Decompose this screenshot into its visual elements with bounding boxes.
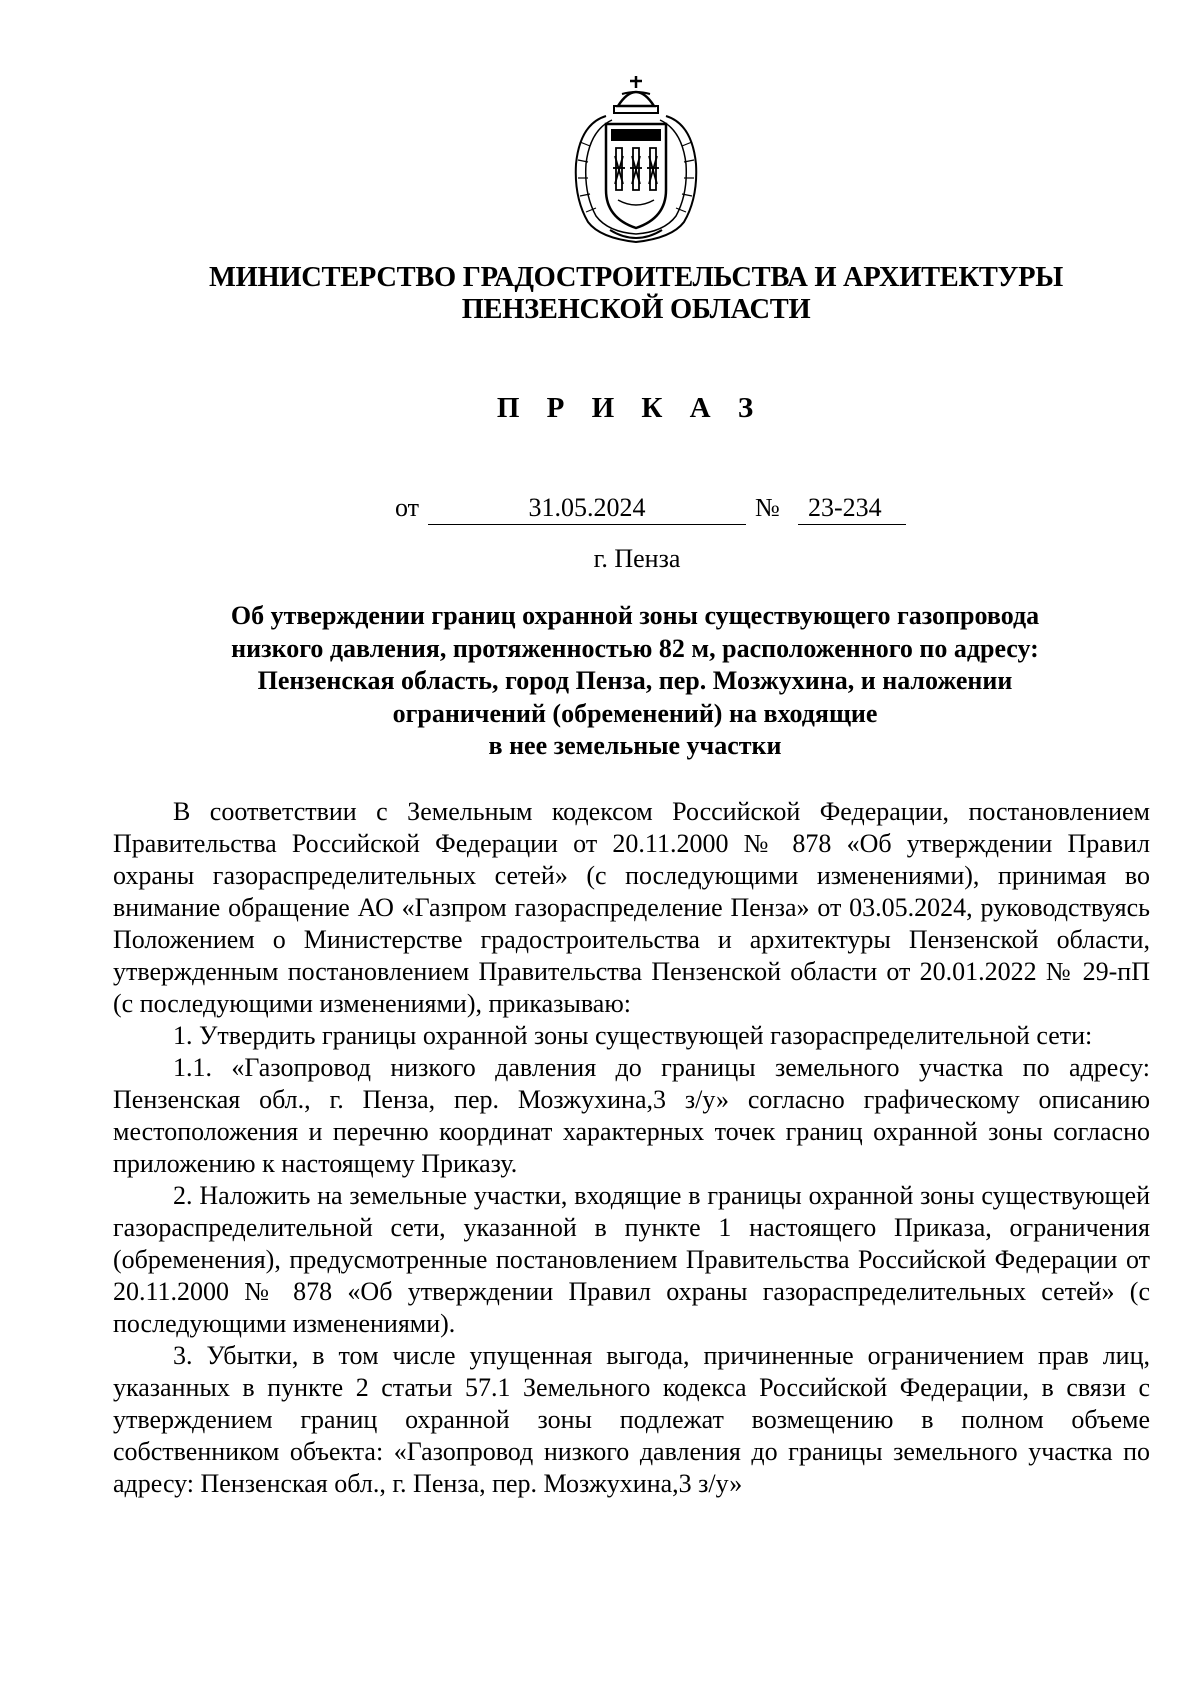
date-prefix: от <box>395 493 420 522</box>
subject-line: в нее земельные участки <box>488 731 782 760</box>
document-number <box>798 492 906 525</box>
document-number-value: 23-234 <box>808 493 882 522</box>
document-city: г. Пенза <box>593 544 681 573</box>
subject-line: ограничений (обременений) на входящие <box>392 698 878 728</box>
paragraph-item-3: 3. Убытки, в том числе упущенная выгода, причиненные ограничением прав лиц, указанных в пункте 2 статьи 57.1 Земельного кодекса Российской Федерации, в связи с утверждением границ охранной зоны подлежат возмещению в полном объеме собственником объекта: «Газопровод низкого давления до границы земельного участка по адресу: Пензенская обл., г. Пенза, пер. Мозжухина,3 з/у» <box>113 1341 1150 1498</box>
document-subject <box>140 600 1130 763</box>
ministry-header <box>0 262 1200 326</box>
paragraph-preamble: В соответствии с Земельным кодексом Российской Федерации, постановлением Правительства Российской Федерации от 20.11.2000 № 878 «Об утверждении Правил охраны газораспределительных сетей» (с последующими изменениями), принимая во внимание обращение АО «Газпром газораспределение Пенза» от 03.05.2024, руководствуясь Положением о Министерстве градостроительства и архитектуры Пензенской области, утвержденным постановлением Правительства Пензенской области от 20.01.2022 № 29-пП (с последующими изменениями), приказываю: <box>113 797 1150 1018</box>
document-body <box>113 796 1150 1500</box>
document-date: 31.05.2024 <box>428 492 746 525</box>
paragraph-item-2: 2. Наложить на земельные участки, входящие в границы охранной зоны существующей газораспределительной сети, указанной в пункте 1 настоящего Приказа, ограничения (обременения), предусмотренные постановлением Правительства Российской Федерации от 20.11.2000 № 878 «Об утверждении Правил охраны газораспределительных сетей» (с последующими изменениями). <box>113 1181 1150 1338</box>
coat-of-arms-icon <box>566 72 706 247</box>
paragraph-item-1-1: 1.1. «Газопровод низкого давления до границы земельного участка по адресу: Пензенская обл., г. Пенза, пер. Мозжухина,3 з/у» согласно графическому описанию местоположения и перечню координат характерных точек границ охранной зоны согласно приложению к настоящему Приказу. <box>113 1053 1150 1178</box>
ministry-name-line-2: ПЕНЗЕНСКОЙ ОБЛАСТИ <box>461 294 811 325</box>
ministry-name-line-1: МИНИСТЕРСТВО ГРАДОСТРОИТЕЛЬСТВА И АРХИТЕКТУРЫ <box>209 262 1063 293</box>
subject-line: Пензенская область, город Пенза, пер. Мозжухина, и наложении <box>257 666 1013 695</box>
subject-line: Об утверждении границ охранной зоны существующего газопровода <box>230 601 1040 630</box>
subject-line: низкого давления, протяженностью 82 м, расположенного по адресу: <box>231 633 1039 663</box>
document-type: П Р И К А З <box>496 392 764 424</box>
paragraph-item-1: 1. Утвердить границы охранной зоны существующей газораспределительной сети: <box>173 1021 1093 1050</box>
number-prefix: № <box>755 493 780 522</box>
